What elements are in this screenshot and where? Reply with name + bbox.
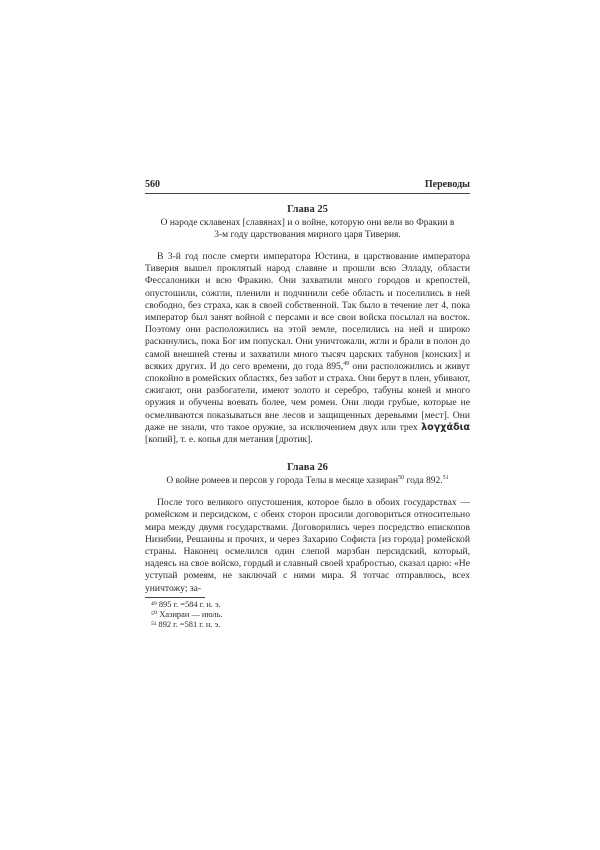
chapter-25-subtitle: О народе склавенах [славянах] и о войне, которую они вели во Фракии в 3-м году царствования мирного царя Тиверия.	[160, 218, 455, 240]
chapter-26-subtitle-text: О войне ромеев и персов у города Телы в месяце хазиран	[166, 476, 399, 487]
body-text-3: [копий], т. е. копья для метания [дротик].	[145, 434, 313, 446]
footnote-divider	[145, 597, 205, 598]
chapter-25-body	[145, 251, 470, 446]
footnote-50: ⁵⁰ Хазиран — июль.	[151, 610, 223, 620]
body-text-2: они расположились и живут спокойно в ромейских областях, без забот и страха. Они берут в плен, убивают, сжигают, они разбогатели, имеют золото и серебро, табуны коней и много оружия и обучены воевать более, чем ромеи. Они люди грубые, которые не осмеливаются показываться вне лесов и защищенных деревьями [мест]. Они даже не знали, что такое оружие, за исключением двух или трех	[145, 360, 470, 433]
footnote-51: ⁵¹ 892 г. =581 г. н. э.	[151, 620, 221, 630]
chapter-25-title: Глава 25	[287, 204, 328, 215]
body-text-1: В 3-й год после смерти императора Юстина, в царствование императора Тиверия вышел проклятый народ славяне и прошли всю Элладу, области Фессалоники и всю Фракию. Они захватили много городов и крепостей, опустошили, сожгли, пленили и подчинили себе область и поселились в ней свободно, без страха, как в своей собственной. Так было в течение лет 4, пока император был занят войной с персами и все свои войска посылал на восток. Поэтому они расположились на этой земле, поселились на ней и широко раскинулись, пока Бог им попускал. Они уничтожали, жгли и брали в полон до самой внешней стены и захватили много тысяч царских табунов [конских] и всяких других. И до сего времени, до года 895,	[145, 251, 470, 372]
running-head	[145, 179, 470, 194]
footnote-ref-51[interactable]: 51	[442, 475, 449, 482]
footnotes	[145, 600, 470, 631]
footnote-49: ⁴⁹ 895 г. =584 г. н. э.	[151, 599, 221, 609]
greek-word: λογχάδια	[421, 421, 470, 433]
footnote-ref-50[interactable]: 50	[398, 475, 405, 482]
section-title: Переводы	[424, 179, 470, 190]
page-content	[145, 179, 470, 630]
page-number: 560	[145, 179, 160, 190]
chapter-26-title: Глава 26	[287, 462, 328, 474]
footnote-ref-49[interactable]: 49	[343, 360, 350, 367]
chapter-26-subtitle	[145, 475, 470, 487]
chapter-26-subtitle-year: года 892.	[404, 476, 443, 487]
chapter-26-body: После того великого опустошения, которое было в обоих государствах — ромейском и персидском, с обеих сторон просили договориться относительно мира между двумя государствами. Договорились через посредство епископов Низибии, Решаины и прочих, и через Захарию Софиста [из города] ромейской страны. Наконец осмелился один слепой марзбан персидский, который, надеясь на свое войско, гордый и славный своей храбростью, сказал царю: «Не уступай ромеям, не заключай с ними мира. Я тотчас отправлюсь, всех уничтожу; за-	[145, 497, 470, 594]
